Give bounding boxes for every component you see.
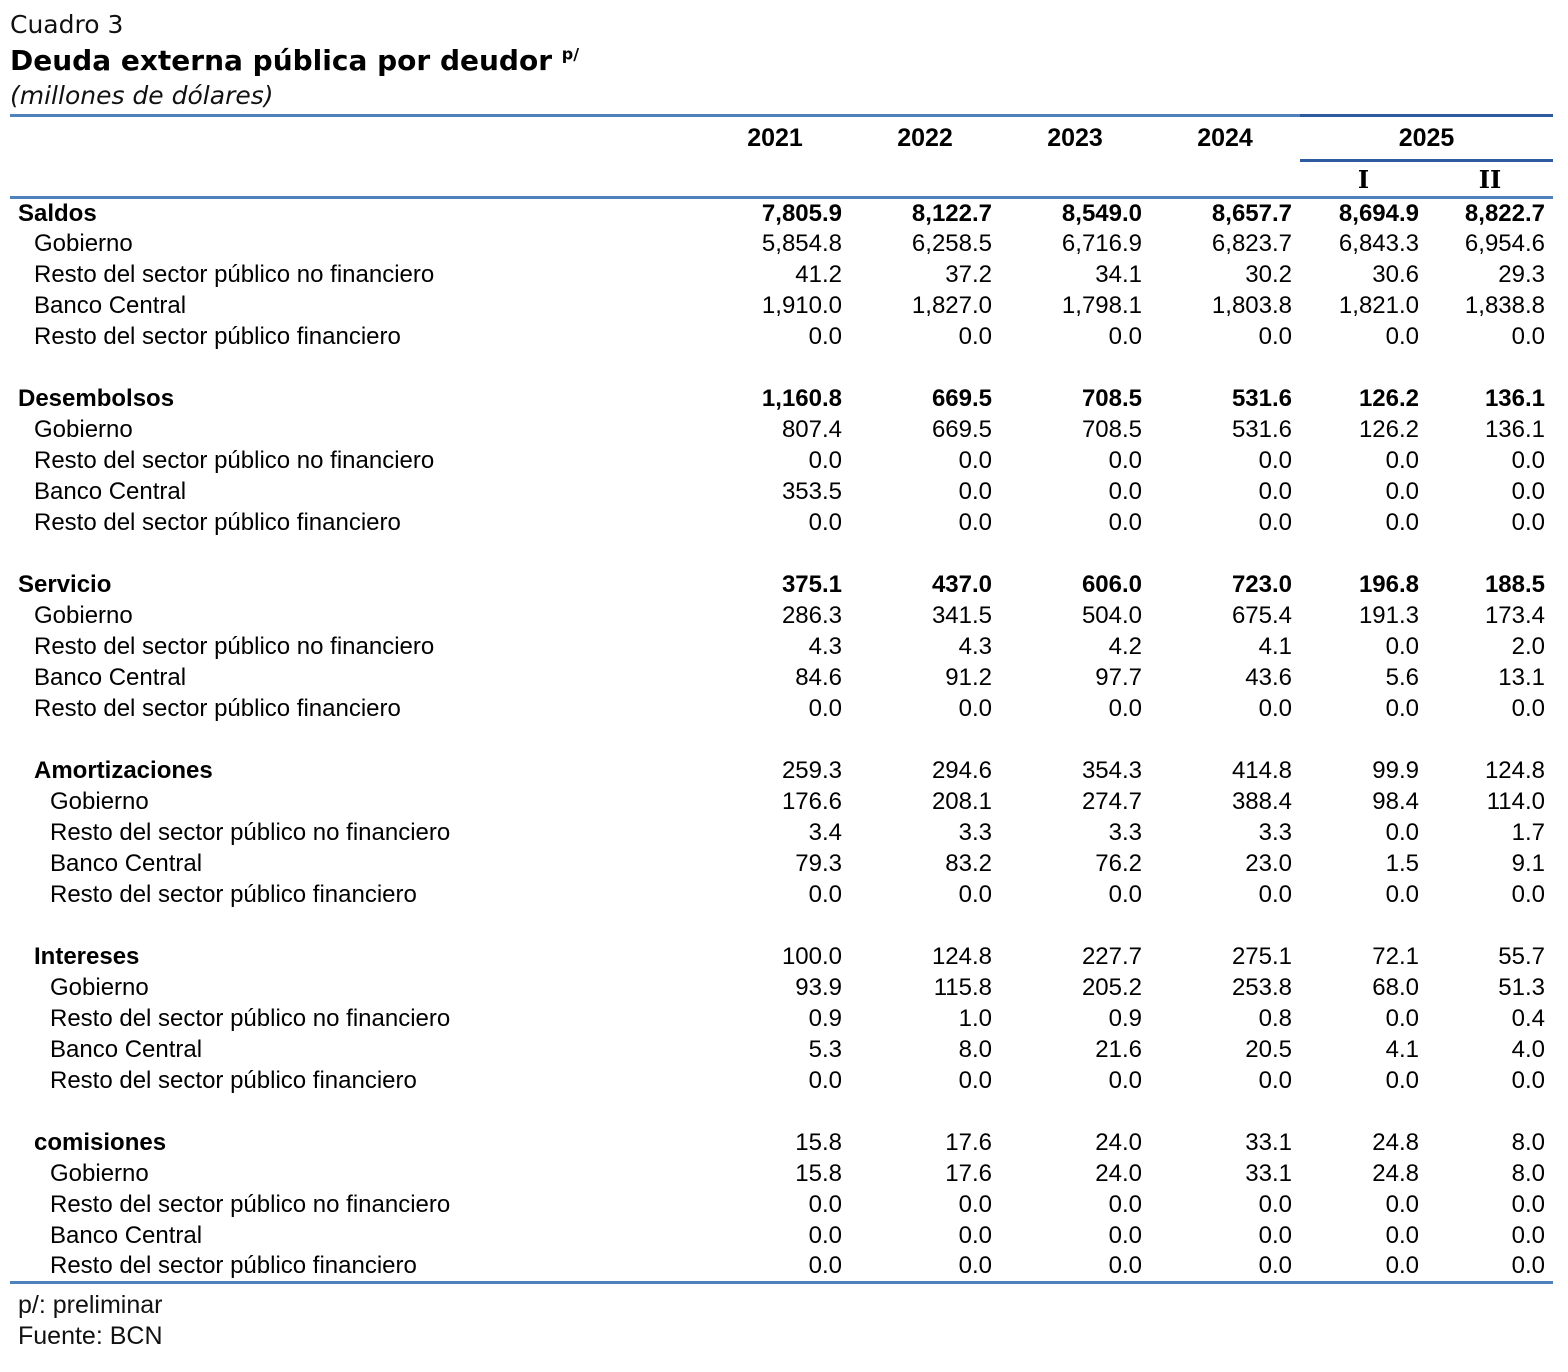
row-amortizaciones-resto-del-sector-pu-blico-no-financiero bbox=[10, 818, 1553, 849]
row-intereses-resto-del-sector-pu-blico-financiero-label: Resto del sector público financiero bbox=[50, 1067, 417, 1094]
row-amortizaciones-banco-central-value-1: 83.2 bbox=[945, 850, 992, 877]
row-desembolsos-resto-del-sector-pu-blico-no-financiero bbox=[10, 446, 1553, 477]
column-header-2021: 2021 bbox=[747, 124, 803, 153]
row-intereses-gobierno-value-3: 253.8 bbox=[1231, 974, 1292, 1001]
row-amortizaciones-resto-del-sector-pu-blico-financiero-label: Resto del sector público financiero bbox=[50, 881, 417, 908]
row-servicio-resto-del-sector-pu-blico-financiero-value-3: 0.0 bbox=[1258, 695, 1292, 722]
section-servicio-value-1: 437.0 bbox=[931, 571, 992, 598]
row-saldos-resto-del-sector-pu-blico-financiero-label: Resto del sector público financiero bbox=[34, 323, 401, 350]
section-desembolsos-value-0: 1,160.8 bbox=[761, 385, 842, 412]
row-amortizaciones-gobierno-value-5: 114.0 bbox=[1486, 788, 1545, 815]
section-amortizaciones-value-0: 259.3 bbox=[781, 757, 842, 784]
row-comisiones-resto-del-sector-pu-blico-no-financiero-value-5: 0.0 bbox=[1511, 1191, 1545, 1218]
section-desembolsos-value-2: 708.5 bbox=[1081, 385, 1142, 412]
row-intereses-banco-central-value-3: 20.5 bbox=[1245, 1036, 1292, 1063]
section-intereses-label: Intereses bbox=[34, 943, 140, 970]
row-comisiones-resto-del-sector-pu-blico-financiero-value-5: 0.0 bbox=[1511, 1252, 1545, 1280]
row-desembolsos-banco-central-value-3: 0.0 bbox=[1258, 478, 1292, 505]
row-desembolsos-gobierno-value-2: 708.5 bbox=[1081, 416, 1142, 443]
row-intereses-banco-central-value-2: 21.6 bbox=[1095, 1036, 1142, 1063]
row-amortizaciones-resto-del-sector-pu-blico-financiero-value-1: 0.0 bbox=[958, 881, 992, 908]
row-saldos-resto-del-sector-pu-blico-financiero-value-4: 0.0 bbox=[1385, 323, 1419, 350]
row-saldos-gobierno-value-3: 6,823.7 bbox=[1211, 230, 1292, 257]
section-intereses-value-3: 275.1 bbox=[1231, 943, 1292, 970]
row-desembolsos-gobierno-value-1: 669.5 bbox=[931, 416, 992, 443]
row-saldos-resto-del-sector-pu-blico-no-financiero-value-4: 30.6 bbox=[1372, 261, 1419, 288]
row-saldos-resto-del-sector-pu-blico-no-financiero-value-3: 30.2 bbox=[1245, 261, 1292, 288]
row-amortizaciones-gobierno-label: Gobierno bbox=[50, 788, 149, 815]
row-intereses-banco-central-label: Banco Central bbox=[50, 1036, 203, 1063]
row-desembolsos-gobierno-label: Gobierno bbox=[34, 416, 133, 443]
row-amortizaciones-banco-central-value-5: 9.1 bbox=[1511, 850, 1545, 877]
section-intereses-value-2: 227.7 bbox=[1081, 943, 1142, 970]
section-comisiones bbox=[10, 1128, 1553, 1159]
row-comisiones-resto-del-sector-pu-blico-financiero-label: Resto del sector público financiero bbox=[50, 1252, 417, 1280]
section-servicio-value-3: 723.0 bbox=[1231, 571, 1292, 598]
corner-cell bbox=[10, 116, 700, 161]
years-row bbox=[10, 116, 1553, 161]
row-desembolsos-resto-del-sector-pu-blico-financiero-value-4: 0.0 bbox=[1385, 509, 1419, 536]
row-amortizaciones-resto-del-sector-pu-blico-no-financiero-value-3: 3.3 bbox=[1258, 819, 1292, 846]
row-desembolsos-resto-del-sector-pu-blico-financiero-value-1: 0.0 bbox=[958, 509, 992, 536]
spacer-row bbox=[10, 1097, 1553, 1128]
row-saldos-gobierno-value-2: 6,716.9 bbox=[1061, 230, 1142, 257]
spacer-cell bbox=[10, 725, 1553, 756]
row-servicio-banco-central-value-5: 13.1 bbox=[1498, 664, 1545, 691]
row-desembolsos-resto-del-sector-pu-blico-financiero-value-3: 0.0 bbox=[1258, 509, 1292, 536]
row-intereses-gobierno-value-5: 51.3 bbox=[1498, 974, 1545, 1001]
section-amortizaciones-value-1: 294.6 bbox=[931, 757, 992, 784]
column-header-q2: II bbox=[1427, 161, 1553, 198]
footnotes bbox=[10, 1284, 1553, 1352]
title-footnote-marker: p/ bbox=[561, 44, 580, 64]
row-comisiones-resto-del-sector-pu-blico-no-financiero-value-1: 0.0 bbox=[958, 1191, 992, 1218]
row-servicio-resto-del-sector-pu-blico-no-financiero-value-4: 0.0 bbox=[1385, 633, 1419, 660]
row-saldos-resto-del-sector-pu-blico-no-financiero-value-2: 34.1 bbox=[1095, 261, 1142, 288]
row-desembolsos-banco-central-value-0: 353.5 bbox=[781, 478, 842, 505]
row-amortizaciones-resto-del-sector-pu-blico-no-financiero-value-4: 0.0 bbox=[1385, 819, 1419, 846]
row-amortizaciones-resto-del-sector-pu-blico-no-financiero-value-2: 3.3 bbox=[1108, 819, 1142, 846]
row-amortizaciones-gobierno-value-2: 274.7 bbox=[1081, 788, 1142, 815]
row-saldos-resto-del-sector-pu-blico-financiero-value-2: 0.0 bbox=[1108, 323, 1142, 350]
row-comisiones-gobierno-label: Gobierno bbox=[50, 1160, 149, 1187]
row-desembolsos-resto-del-sector-pu-blico-financiero-value-2: 0.0 bbox=[1108, 509, 1142, 536]
row-comisiones-resto-del-sector-pu-blico-financiero-value-0: 0.0 bbox=[808, 1252, 842, 1280]
section-saldos-value-5: 8,822.7 bbox=[1464, 199, 1545, 227]
row-saldos-banco-central bbox=[10, 291, 1553, 322]
row-amortizaciones-banco-central-label: Banco Central bbox=[50, 850, 203, 877]
row-desembolsos-resto-del-sector-pu-blico-financiero bbox=[10, 508, 1553, 539]
row-desembolsos-banco-central-value-1: 0.0 bbox=[958, 478, 992, 505]
spacer-cell bbox=[10, 1097, 1553, 1128]
row-saldos-resto-del-sector-pu-blico-financiero-value-0: 0.0 bbox=[808, 323, 842, 350]
row-desembolsos-resto-del-sector-pu-blico-no-financiero-value-1: 0.0 bbox=[958, 447, 992, 474]
row-desembolsos-banco-central-value-2: 0.0 bbox=[1108, 478, 1142, 505]
row-servicio-resto-del-sector-pu-blico-financiero-value-0: 0.0 bbox=[808, 695, 842, 722]
footnote-source: Fuente: BCN bbox=[18, 1322, 163, 1350]
row-amortizaciones-resto-del-sector-pu-blico-no-financiero-value-5: 1.7 bbox=[1511, 819, 1545, 846]
row-desembolsos-resto-del-sector-pu-blico-financiero-value-5: 0.0 bbox=[1511, 509, 1545, 536]
row-amortizaciones-banco-central-value-2: 76.2 bbox=[1095, 850, 1142, 877]
row-intereses-resto-del-sector-pu-blico-no-financiero-label: Resto del sector público no financiero bbox=[50, 1005, 451, 1032]
spacer-row bbox=[10, 539, 1553, 570]
row-intereses-banco-central-value-1: 8.0 bbox=[958, 1036, 992, 1063]
row-comisiones-resto-del-sector-pu-blico-financiero-value-2: 0.0 bbox=[1108, 1252, 1142, 1280]
row-intereses-resto-del-sector-pu-blico-financiero bbox=[10, 1066, 1553, 1097]
row-saldos-banco-central-value-1: 1,827.0 bbox=[911, 292, 992, 319]
column-group-2025: 2025 bbox=[1300, 116, 1553, 161]
row-amortizaciones-banco-central-value-0: 79.3 bbox=[795, 850, 842, 877]
row-servicio-resto-del-sector-pu-blico-financiero-value-1: 0.0 bbox=[958, 695, 992, 722]
column-header-2022: 2022 bbox=[897, 124, 953, 153]
row-desembolsos-banco-central-label: Banco Central bbox=[34, 478, 187, 505]
row-desembolsos-banco-central-value-4: 0.0 bbox=[1385, 478, 1419, 505]
row-servicio-resto-del-sector-pu-blico-financiero-value-2: 0.0 bbox=[1108, 695, 1142, 722]
row-desembolsos-banco-central-value-5: 0.0 bbox=[1511, 478, 1545, 505]
row-servicio-banco-central-value-3: 43.6 bbox=[1245, 664, 1292, 691]
row-saldos-gobierno-label: Gobierno bbox=[34, 230, 133, 257]
debt-table bbox=[10, 114, 1553, 1284]
row-comisiones-resto-del-sector-pu-blico-financiero-value-3: 0.0 bbox=[1258, 1252, 1292, 1280]
table-body bbox=[10, 198, 1553, 1283]
row-amortizaciones-banco-central-value-3: 23.0 bbox=[1245, 850, 1292, 877]
page-title bbox=[10, 42, 1553, 80]
row-saldos-banco-central-value-5: 1,838.8 bbox=[1464, 292, 1545, 319]
row-amortizaciones-resto-del-sector-pu-blico-no-financiero-label: Resto del sector público no financiero bbox=[50, 819, 451, 846]
row-saldos-resto-del-sector-pu-blico-financiero-value-3: 0.0 bbox=[1258, 323, 1292, 350]
row-amortizaciones-resto-del-sector-pu-blico-financiero-value-2: 0.0 bbox=[1108, 881, 1142, 908]
page-title-text: Deuda externa pública por deudor bbox=[10, 44, 553, 77]
row-intereses-gobierno-label: Gobierno bbox=[50, 974, 149, 1001]
row-desembolsos-resto-del-sector-pu-blico-no-financiero-value-0: 0.0 bbox=[808, 447, 842, 474]
row-comisiones-banco-central-value-5: 0.0 bbox=[1511, 1222, 1545, 1249]
section-amortizaciones-value-4: 99.9 bbox=[1372, 757, 1419, 784]
section-servicio-label: Servicio bbox=[18, 571, 112, 598]
column-header-2024: 2024 bbox=[1197, 124, 1253, 153]
row-comisiones-gobierno-value-4: 24.8 bbox=[1372, 1160, 1419, 1187]
row-saldos-banco-central-value-4: 1,821.0 bbox=[1338, 292, 1419, 319]
section-comisiones-value-5: 8.0 bbox=[1511, 1129, 1545, 1156]
row-amortizaciones-resto-del-sector-pu-blico-financiero-value-0: 0.0 bbox=[808, 881, 842, 908]
row-intereses-gobierno-value-1: 115.8 bbox=[933, 974, 992, 1001]
row-comisiones-resto-del-sector-pu-blico-no-financiero bbox=[10, 1190, 1553, 1221]
footnote-preliminary: p/: preliminar bbox=[18, 1291, 163, 1319]
row-desembolsos-resto-del-sector-pu-blico-no-financiero-value-4: 0.0 bbox=[1385, 447, 1419, 474]
row-amortizaciones-gobierno-value-4: 98.4 bbox=[1372, 788, 1419, 815]
row-desembolsos-gobierno-value-5: 136.1 bbox=[1484, 416, 1545, 443]
row-amortizaciones-resto-del-sector-pu-blico-financiero-value-5: 0.0 bbox=[1511, 881, 1545, 908]
row-intereses-resto-del-sector-pu-blico-financiero-value-3: 0.0 bbox=[1258, 1067, 1292, 1094]
row-intereses-resto-del-sector-pu-blico-financiero-value-0: 0.0 bbox=[808, 1067, 842, 1094]
row-servicio-gobierno-value-4: 191.3 bbox=[1358, 602, 1419, 629]
row-amortizaciones-banco-central-value-4: 1.5 bbox=[1385, 850, 1419, 877]
row-amortizaciones-banco-central bbox=[10, 849, 1553, 880]
row-servicio-resto-del-sector-pu-blico-no-financiero-value-5: 2.0 bbox=[1511, 633, 1545, 660]
section-intereses-value-5: 55.7 bbox=[1498, 943, 1545, 970]
section-comisiones-value-2: 24.0 bbox=[1095, 1129, 1142, 1156]
row-servicio-resto-del-sector-pu-blico-no-financiero-value-1: 4.3 bbox=[958, 633, 992, 660]
row-amortizaciones-resto-del-sector-pu-blico-no-financiero-value-0: 3.4 bbox=[808, 819, 842, 846]
row-intereses-resto-del-sector-pu-blico-financiero-value-1: 0.0 bbox=[958, 1067, 992, 1094]
row-amortizaciones-resto-del-sector-pu-blico-no-financiero-value-1: 3.3 bbox=[958, 819, 992, 846]
section-comisiones-value-0: 15.8 bbox=[795, 1129, 842, 1156]
quarters-row bbox=[10, 161, 1553, 198]
row-comisiones-banco-central-value-4: 0.0 bbox=[1385, 1222, 1419, 1249]
section-intereses bbox=[10, 942, 1553, 973]
row-servicio-resto-del-sector-pu-blico-no-financiero-label: Resto del sector público no financiero bbox=[34, 633, 435, 660]
row-intereses-resto-del-sector-pu-blico-no-financiero-value-2: 0.9 bbox=[1108, 1005, 1142, 1032]
row-saldos-resto-del-sector-pu-blico-no-financiero-value-1: 37.2 bbox=[945, 261, 992, 288]
row-comisiones-resto-del-sector-pu-blico-no-financiero-value-0: 0.0 bbox=[808, 1191, 842, 1218]
section-servicio-value-4: 196.8 bbox=[1358, 571, 1419, 598]
section-servicio-value-0: 375.1 bbox=[781, 571, 842, 598]
row-saldos-gobierno-value-0: 5,854.8 bbox=[761, 230, 842, 257]
section-servicio-value-5: 188.5 bbox=[1484, 571, 1545, 598]
section-comisiones-label: comisiones bbox=[34, 1129, 167, 1156]
row-comisiones-banco-central-value-0: 0.0 bbox=[808, 1222, 842, 1249]
row-amortizaciones-gobierno-value-1: 208.1 bbox=[931, 788, 992, 815]
row-comisiones-resto-del-sector-pu-blico-financiero bbox=[10, 1252, 1553, 1283]
row-comisiones-gobierno-value-2: 24.0 bbox=[1095, 1160, 1142, 1187]
table-number: Cuadro 3 bbox=[10, 10, 124, 39]
row-saldos-resto-del-sector-pu-blico-no-financiero-value-5: 29.3 bbox=[1498, 261, 1545, 288]
row-saldos-resto-del-sector-pu-blico-no-financiero-value-0: 41.2 bbox=[795, 261, 842, 288]
row-servicio-resto-del-sector-pu-blico-financiero-value-5: 0.0 bbox=[1511, 695, 1545, 722]
section-saldos-value-2: 8,549.0 bbox=[1061, 199, 1142, 227]
row-servicio-resto-del-sector-pu-blico-no-financiero-value-3: 4.1 bbox=[1258, 633, 1292, 660]
row-intereses-resto-del-sector-pu-blico-no-financiero-value-3: 0.8 bbox=[1258, 1005, 1292, 1032]
row-intereses-resto-del-sector-pu-blico-no-financiero bbox=[10, 1004, 1553, 1035]
row-desembolsos-resto-del-sector-pu-blico-no-financiero-value-3: 0.0 bbox=[1258, 447, 1292, 474]
section-comisiones-value-4: 24.8 bbox=[1372, 1129, 1419, 1156]
row-intereses-banco-central bbox=[10, 1035, 1553, 1066]
row-saldos-gobierno-value-4: 6,843.3 bbox=[1338, 230, 1419, 257]
row-intereses-banco-central-value-0: 5.3 bbox=[808, 1036, 842, 1063]
row-desembolsos-gobierno-value-4: 126.2 bbox=[1358, 416, 1419, 443]
section-intereses-value-0: 100.0 bbox=[781, 943, 842, 970]
row-comisiones-banco-central-value-1: 0.0 bbox=[958, 1222, 992, 1249]
row-servicio-resto-del-sector-pu-blico-financiero bbox=[10, 694, 1553, 725]
section-comisiones-value-3: 33.1 bbox=[1245, 1129, 1292, 1156]
section-amortizaciones-label: Amortizaciones bbox=[34, 757, 213, 784]
row-desembolsos-gobierno bbox=[10, 415, 1553, 446]
section-desembolsos-value-1: 669.5 bbox=[931, 385, 992, 412]
column-header-q1: I bbox=[1300, 161, 1427, 198]
row-comisiones-banco-central-value-2: 0.0 bbox=[1108, 1222, 1142, 1249]
row-saldos-banco-central-label: Banco Central bbox=[34, 292, 187, 319]
row-servicio-banco-central-value-0: 84.6 bbox=[795, 664, 842, 691]
row-saldos-resto-del-sector-pu-blico-no-financiero-label: Resto del sector público no financiero bbox=[34, 261, 435, 288]
row-desembolsos-resto-del-sector-pu-blico-financiero-value-0: 0.0 bbox=[808, 509, 842, 536]
row-comisiones-resto-del-sector-pu-blico-no-financiero-value-2: 0.0 bbox=[1108, 1191, 1142, 1218]
section-desembolsos-value-5: 136.1 bbox=[1484, 385, 1545, 412]
row-comisiones-gobierno-value-1: 17.6 bbox=[945, 1160, 992, 1187]
row-comisiones-resto-del-sector-pu-blico-financiero-value-4: 0.0 bbox=[1385, 1252, 1419, 1280]
table-subtitle: (millones de dólares) bbox=[10, 81, 274, 110]
row-desembolsos-gobierno-value-0: 807.4 bbox=[781, 416, 842, 443]
row-desembolsos-resto-del-sector-pu-blico-no-financiero-label: Resto del sector público no financiero bbox=[34, 447, 435, 474]
row-amortizaciones-resto-del-sector-pu-blico-financiero bbox=[10, 880, 1553, 911]
row-intereses-resto-del-sector-pu-blico-no-financiero-value-0: 0.9 bbox=[808, 1005, 842, 1032]
section-amortizaciones bbox=[10, 756, 1553, 787]
row-intereses-resto-del-sector-pu-blico-financiero-value-5: 0.0 bbox=[1511, 1067, 1545, 1094]
row-saldos-banco-central-value-2: 1,798.1 bbox=[1061, 292, 1142, 319]
row-comisiones-banco-central-value-3: 0.0 bbox=[1258, 1222, 1292, 1249]
table-header bbox=[10, 116, 1553, 198]
row-servicio-gobierno-value-5: 173.4 bbox=[1484, 602, 1545, 629]
row-comisiones-resto-del-sector-pu-blico-financiero-value-1: 0.0 bbox=[958, 1252, 992, 1280]
spacer-cell bbox=[10, 353, 1553, 384]
spacer-cell bbox=[10, 539, 1553, 570]
row-servicio-resto-del-sector-pu-blico-no-financiero-value-0: 4.3 bbox=[808, 633, 842, 660]
row-saldos-resto-del-sector-pu-blico-financiero-value-1: 0.0 bbox=[958, 323, 992, 350]
row-servicio-resto-del-sector-pu-blico-financiero-value-4: 0.0 bbox=[1385, 695, 1419, 722]
row-servicio-banco-central-value-2: 97.7 bbox=[1095, 664, 1142, 691]
spacer-row bbox=[10, 353, 1553, 384]
quarters-row-filler bbox=[10, 161, 1300, 198]
section-amortizaciones-value-5: 124.8 bbox=[1484, 757, 1545, 784]
row-amortizaciones-gobierno-value-3: 388.4 bbox=[1231, 788, 1292, 815]
section-intereses-value-4: 72.1 bbox=[1372, 943, 1419, 970]
row-servicio-gobierno bbox=[10, 601, 1553, 632]
row-desembolsos-gobierno-value-3: 531.6 bbox=[1231, 416, 1292, 443]
section-saldos-value-3: 8,657.7 bbox=[1211, 199, 1292, 227]
row-comisiones-resto-del-sector-pu-blico-no-financiero-label: Resto del sector público no financiero bbox=[50, 1191, 451, 1218]
row-desembolsos-resto-del-sector-pu-blico-no-financiero-value-5: 0.0 bbox=[1511, 447, 1545, 474]
column-header-2023: 2023 bbox=[1047, 124, 1103, 153]
section-servicio bbox=[10, 570, 1553, 601]
row-desembolsos-banco-central bbox=[10, 477, 1553, 508]
row-amortizaciones-gobierno bbox=[10, 787, 1553, 818]
row-intereses-resto-del-sector-pu-blico-no-financiero-value-1: 1.0 bbox=[958, 1005, 992, 1032]
spacer-row bbox=[10, 725, 1553, 756]
row-servicio-banco-central bbox=[10, 663, 1553, 694]
row-intereses-gobierno-value-2: 205.2 bbox=[1081, 974, 1142, 1001]
row-intereses-banco-central-value-5: 4.0 bbox=[1511, 1036, 1545, 1063]
row-servicio-gobierno-value-3: 675.4 bbox=[1231, 602, 1292, 629]
row-desembolsos-resto-del-sector-pu-blico-no-financiero-value-2: 0.0 bbox=[1108, 447, 1142, 474]
row-servicio-resto-del-sector-pu-blico-financiero-label: Resto del sector público financiero bbox=[34, 695, 401, 722]
row-saldos-gobierno-value-1: 6,258.5 bbox=[911, 230, 992, 257]
section-saldos-value-0: 7,805.9 bbox=[761, 199, 842, 227]
row-comisiones-resto-del-sector-pu-blico-no-financiero-value-4: 0.0 bbox=[1385, 1191, 1419, 1218]
row-saldos-banco-central-value-0: 1,910.0 bbox=[761, 292, 842, 319]
section-saldos-value-1: 8,122.7 bbox=[911, 199, 992, 227]
section-comisiones-value-1: 17.6 bbox=[945, 1129, 992, 1156]
row-saldos-gobierno bbox=[10, 229, 1553, 260]
row-intereses-gobierno-value-0: 93.9 bbox=[795, 974, 842, 1001]
section-desembolsos-value-3: 531.6 bbox=[1231, 385, 1292, 412]
section-saldos-label: Saldos bbox=[18, 199, 97, 227]
row-comisiones-gobierno-value-0: 15.8 bbox=[795, 1160, 842, 1187]
section-desembolsos-label: Desembolsos bbox=[18, 385, 175, 412]
row-intereses-resto-del-sector-pu-blico-no-financiero-value-4: 0.0 bbox=[1385, 1005, 1419, 1032]
row-servicio-banco-central-value-1: 91.2 bbox=[945, 664, 992, 691]
row-intereses-resto-del-sector-pu-blico-financiero-value-4: 0.0 bbox=[1385, 1067, 1419, 1094]
row-saldos-resto-del-sector-pu-blico-financiero bbox=[10, 322, 1553, 353]
row-comisiones-banco-central bbox=[10, 1221, 1553, 1252]
row-servicio-resto-del-sector-pu-blico-no-financiero-value-2: 4.2 bbox=[1108, 633, 1142, 660]
row-servicio-banco-central-label: Banco Central bbox=[34, 664, 187, 691]
row-comisiones-gobierno-value-3: 33.1 bbox=[1245, 1160, 1292, 1187]
section-saldos bbox=[10, 198, 1553, 229]
row-servicio-banco-central-value-4: 5.6 bbox=[1385, 664, 1419, 691]
section-desembolsos-value-4: 126.2 bbox=[1358, 385, 1419, 412]
row-saldos-banco-central-value-3: 1,803.8 bbox=[1211, 292, 1292, 319]
section-amortizaciones-value-2: 354.3 bbox=[1081, 757, 1142, 784]
row-comisiones-resto-del-sector-pu-blico-no-financiero-value-3: 0.0 bbox=[1258, 1191, 1292, 1218]
row-intereses-resto-del-sector-pu-blico-financiero-value-2: 0.0 bbox=[1108, 1067, 1142, 1094]
spacer-cell bbox=[10, 911, 1553, 942]
row-saldos-resto-del-sector-pu-blico-financiero-value-5: 0.0 bbox=[1511, 323, 1545, 350]
row-saldos-resto-del-sector-pu-blico-no-financiero bbox=[10, 260, 1553, 291]
row-servicio-gobierno-value-0: 286.3 bbox=[781, 602, 842, 629]
section-saldos-value-4: 8,694.9 bbox=[1338, 199, 1419, 227]
row-servicio-gobierno-label: Gobierno bbox=[34, 602, 133, 629]
row-servicio-gobierno-value-1: 341.5 bbox=[931, 602, 992, 629]
row-comisiones-gobierno bbox=[10, 1159, 1553, 1190]
section-servicio-value-2: 606.0 bbox=[1081, 571, 1142, 598]
row-intereses-resto-del-sector-pu-blico-no-financiero-value-5: 0.4 bbox=[1511, 1005, 1545, 1032]
row-amortizaciones-resto-del-sector-pu-blico-financiero-value-4: 0.0 bbox=[1385, 881, 1419, 908]
section-desembolsos bbox=[10, 384, 1553, 415]
section-amortizaciones-value-3: 414.8 bbox=[1231, 757, 1292, 784]
spacer-row bbox=[10, 911, 1553, 942]
row-servicio-gobierno-value-2: 504.0 bbox=[1081, 602, 1142, 629]
row-servicio-resto-del-sector-pu-blico-no-financiero bbox=[10, 632, 1553, 663]
row-amortizaciones-gobierno-value-0: 176.6 bbox=[781, 788, 842, 815]
row-desembolsos-resto-del-sector-pu-blico-financiero-label: Resto del sector público financiero bbox=[34, 509, 401, 536]
row-saldos-gobierno-value-5: 6,954.6 bbox=[1464, 230, 1545, 257]
row-intereses-banco-central-value-4: 4.1 bbox=[1385, 1036, 1419, 1063]
row-intereses-gobierno bbox=[10, 973, 1553, 1004]
section-intereses-value-1: 124.8 bbox=[931, 943, 992, 970]
row-comisiones-banco-central-label: Banco Central bbox=[50, 1222, 203, 1249]
row-intereses-gobierno-value-4: 68.0 bbox=[1372, 974, 1419, 1001]
row-amortizaciones-resto-del-sector-pu-blico-financiero-value-3: 0.0 bbox=[1258, 881, 1292, 908]
row-comisiones-gobierno-value-5: 8.0 bbox=[1511, 1160, 1545, 1187]
